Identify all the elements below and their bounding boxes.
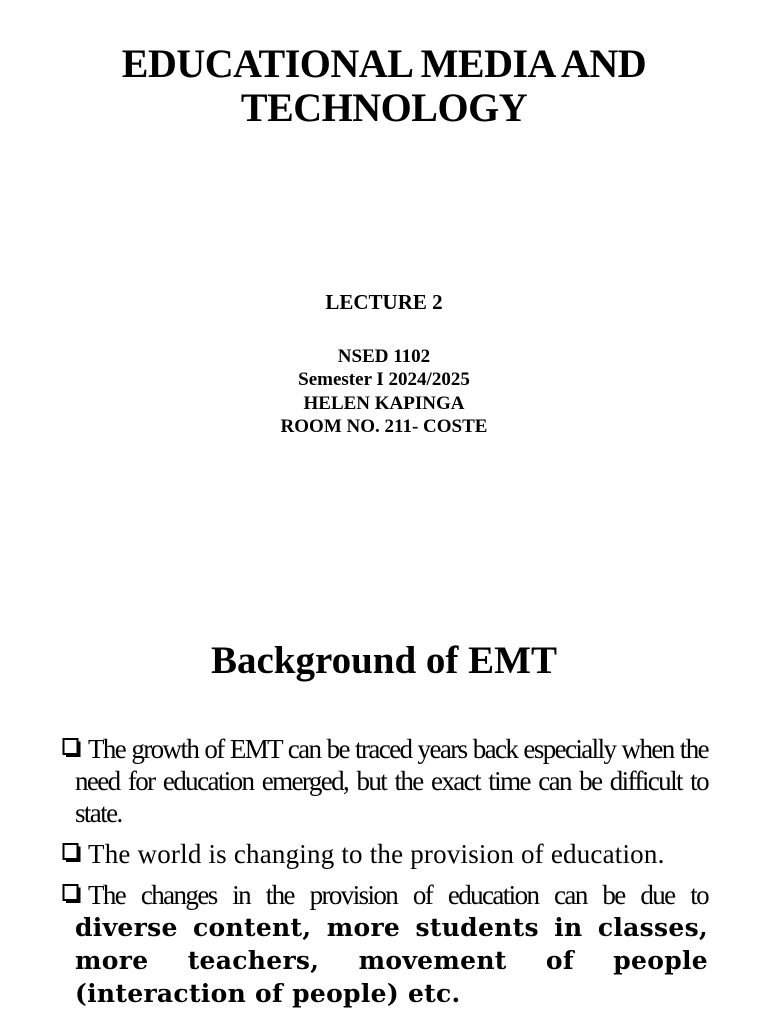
course-info (0, 345, 768, 438)
course-code: NSED 1102 (337, 346, 431, 367)
bullet-bold-text: diverse content, more students in classes, more teachers, movement of people (interaction of people) etc. (75, 913, 708, 1008)
bullet-item (62, 879, 708, 1010)
bullet-item (62, 838, 708, 870)
bullet-text: The changes in the provision of education can be due to (88, 880, 708, 910)
section-title: Background of EMT (210, 639, 557, 682)
bullet-text: The growth of EMT can be traced years back especially when the need for education emerged, but the exact time can be difficult to state. (75, 734, 708, 828)
bullet-text: The world is changing to the provision of education. (88, 839, 665, 869)
document-title (0, 42, 768, 130)
bullet-item (62, 733, 708, 829)
semester: Semester I 2024/2025 (298, 369, 470, 391)
lecturer-name: HELEN KAPINGA (303, 392, 465, 414)
bullet-list (62, 733, 708, 1019)
room-number: ROOM NO. 211- COSTE (280, 415, 488, 437)
square-bullet-icon (62, 883, 82, 905)
title-line-2: TECHNOLOGY (240, 85, 528, 130)
lecture-label: LECTURE 2 (325, 290, 443, 314)
title-line-1: EDUCATIONAL MEDIA AND (121, 41, 647, 86)
square-bullet-icon (62, 842, 82, 864)
square-bullet-icon (62, 737, 82, 759)
